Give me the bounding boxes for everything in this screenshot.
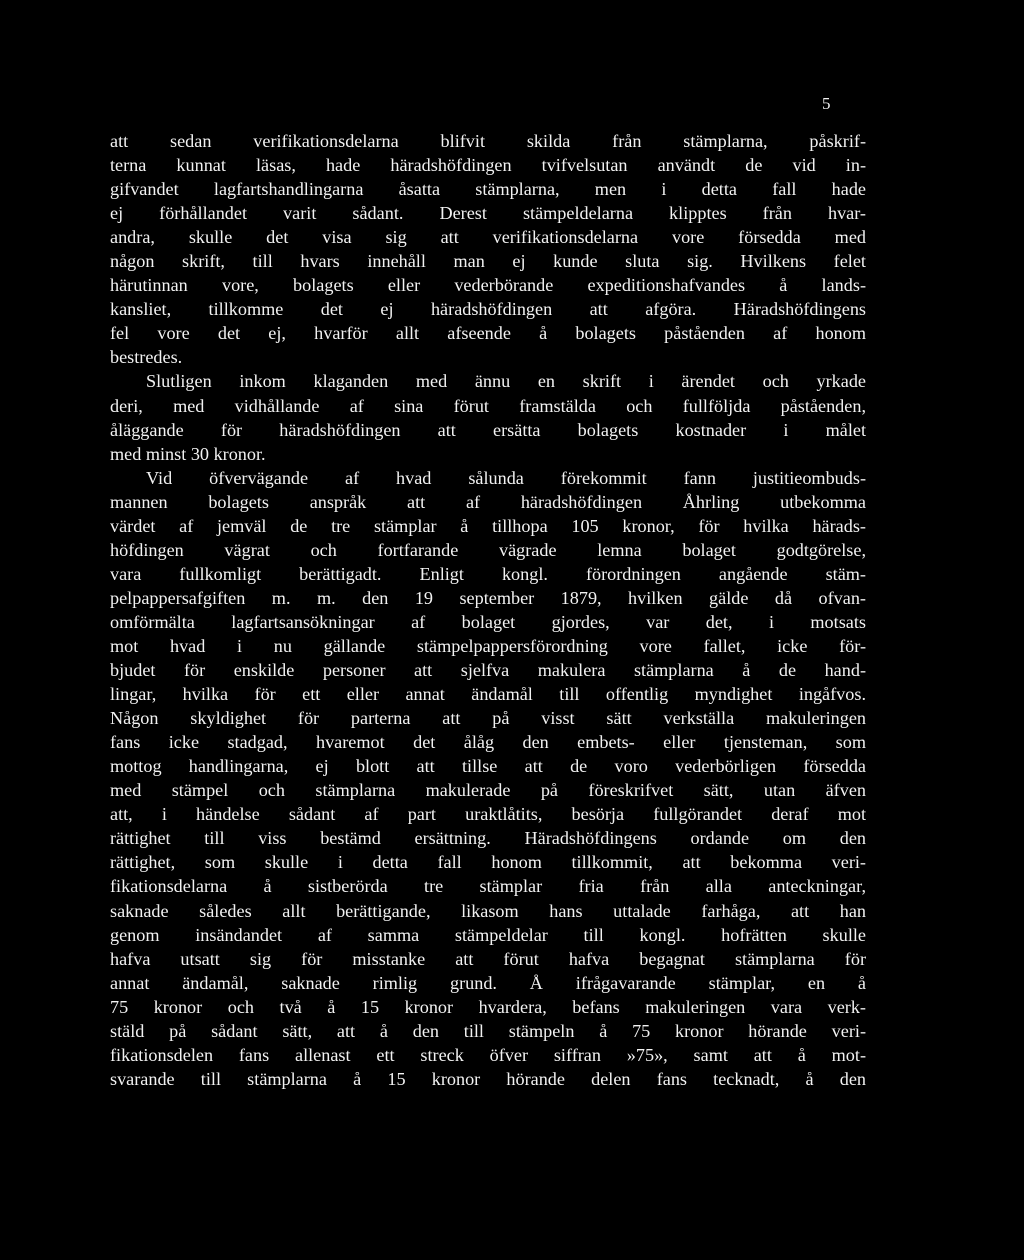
page-number: 5 xyxy=(822,94,831,113)
text-line: svarande till stämplarna å 15 kronor hörande delen fans tecknadt, å den xyxy=(110,1068,866,1089)
text-line: mottog handlingarna, ej blott att tillse att de voro vederbörligen försedda xyxy=(110,756,866,777)
text-line: deri, med vidhållande af sina förut framstälda och fullföljda påståenden, xyxy=(110,395,866,416)
text-line: pelpappersafgiften m. m. den 19 september 1879, hvilken gälde då ofvan- xyxy=(110,587,866,608)
text-line: Någon skyldighet för parterna att på visst sätt verkställa makuleringen xyxy=(110,708,866,729)
text-line: härutinnan vore, bolagets eller vederbörande expeditionshafvandes å lands- xyxy=(110,275,866,296)
text-line: ej förhållandet varit sådant. Derest stämpeldelarna klipptes från hvar- xyxy=(110,203,866,224)
text-line: fans icke stadgad, hvaremot det ålåg den embets- eller tjensteman, som xyxy=(110,732,866,753)
text-line: lingar, hvilka för ett eller annat ändamål till offentlig myndighet ingåfvos. xyxy=(110,684,866,705)
text-line: att sedan verifikationsdelarna blifvit skilda från stämplarna, påskrif- xyxy=(110,131,866,151)
text-line: fel vore det ej, hvarför allt afseende å bolagets påståenden af honom xyxy=(110,323,866,344)
text-line: 75 kronor och två å 15 kronor hvardera, befans makuleringen vara verk- xyxy=(110,996,866,1017)
text-line: Vid öfvervägande af hvad sålunda förekommit fann justitieombuds- xyxy=(146,467,866,488)
text-line: fikationsdelen fans allenast ett streck öfver siffran »75», samt att å mot- xyxy=(110,1044,866,1065)
text-line: med minst 30 kronor. xyxy=(110,443,266,464)
body-text xyxy=(110,129,866,1091)
text-line: andra, skulle det visa sig att verifikationsdelarna vore försedda med xyxy=(110,227,866,248)
text-line: mannen bolagets anspråk att af häradshöfdingen Åhrling utbekomma xyxy=(110,491,866,512)
text-line: fikationsdelarna å sistberörda tre stämplar fria från alla anteckningar, xyxy=(110,876,866,897)
text-line: rättighet till viss bestämd ersättning. Häradshöfdingens ordande om den xyxy=(110,828,866,849)
text-line: saknade således allt berättigande, likasom hans uttalade farhåga, att han xyxy=(110,900,866,921)
text-line: någon skrift, till hvars innehåll man ej kunde sluta sig. Hvilkens felet xyxy=(110,251,866,272)
text-line: med stämpel och stämplarna makulerade på föreskrifvet sätt, utan äfven xyxy=(110,780,866,801)
text-line: att, i händelse sådant af part uraktlåtits, besörja fullgörandet deraf mot xyxy=(110,804,866,825)
text-line: terna kunnat läsas, hade häradshöfdingen tvifvelsutan användt de vid in- xyxy=(110,155,866,176)
text-line: vara fullkomligt berättigadt. Enligt kongl. förordningen angående stäm- xyxy=(110,563,866,584)
text-line: genom insändandet af samma stämpeldelar till kongl. hofrätten skulle xyxy=(110,924,866,945)
text-line: omförmälta lagfartsansökningar af bolaget gjordes, var det, i motsats xyxy=(110,611,866,632)
text-line: mot hvad i nu gällande stämpelpappersförordning vore fallet, icke för- xyxy=(110,635,866,656)
text-line: bjudet för enskilde personer att sjelfva makulera stämplarna å de hand- xyxy=(110,660,866,681)
text-line: gifvandet lagfartshandlingarna åsatta stämplarna, men i detta fall hade xyxy=(110,179,866,200)
text-line: höfdingen vägrat och fortfarande vägrade lemna bolaget godtgörelse, xyxy=(110,539,866,560)
text-line: Slutligen inkom klaganden med ännu en skrift i ärendet och yrkade xyxy=(146,371,866,392)
text-line: bestredes. xyxy=(110,347,183,368)
text-line: kansliet, tillkomme det ej häradshöfdingen att afgöra. Häradshöfdingens xyxy=(110,299,866,320)
text-line: värdet af jemväl de tre stämplar å tillhopa 105 kronor, för hvilka härads- xyxy=(110,515,866,536)
text-line: hafva utsatt sig för misstanke att förut hafva begagnat stämplarna för xyxy=(110,948,866,969)
text-line: åläggande för häradshöfdingen att ersätta bolagets kostnader i målet xyxy=(110,419,866,440)
text-line: rättighet, som skulle i detta fall honom tillkommit, att bekomma veri- xyxy=(110,852,866,873)
text-line: stäld på sådant sätt, att å den till stämpeln å 75 kronor hörande veri- xyxy=(110,1020,866,1041)
text-line: annat ändamål, saknade rimlig grund. Å ifrågavarande stämplar, en å xyxy=(110,972,866,993)
